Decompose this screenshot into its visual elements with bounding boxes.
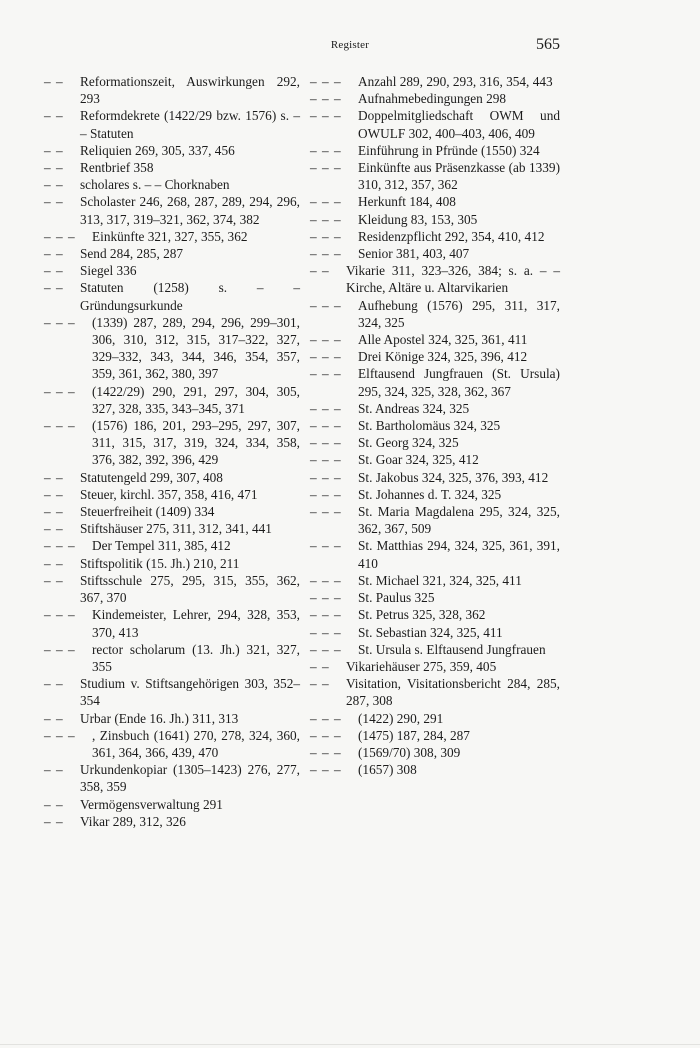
index-entry: [310, 710, 560, 727]
index-entry-dashes: – –: [44, 142, 64, 158]
index-entry: [44, 813, 300, 830]
index-entry-text: Statuten (1258) s. – – Gründungsurkunde: [80, 280, 300, 313]
index-entry-text: scholares s. – – Chorknaben: [80, 177, 230, 193]
index-entry-text: St. Jakobus 324, 325, 376, 393, 412: [358, 469, 549, 485]
index-entry-text: Vermögensverwaltung 291: [80, 796, 223, 812]
index-entry-text: Reformationszeit, Auswirkungen 292, 293: [80, 74, 300, 107]
index-entry-text: Einführung in Pfründe (1550) 324: [358, 142, 540, 158]
index-entry-text: Elftausend Jungfrauen (St. Ursula) 295, 324, 325, 328, 362, 367: [358, 366, 560, 399]
index-entry-dashes: – – –: [310, 486, 342, 502]
index-entry: [44, 142, 300, 159]
index-entry-dashes: – – –: [310, 710, 342, 726]
index-entry-text: Rentbrief 358: [80, 160, 154, 176]
index-entry: [44, 520, 300, 537]
index-entry: [310, 572, 560, 589]
index-entry: [310, 348, 560, 365]
index-entry: [310, 727, 560, 744]
index-entry-dashes: – – –: [310, 160, 342, 176]
index-entry-text: St. Ursula s. Elftausend Jungfrauen: [358, 641, 546, 657]
index-entry-text: Kindemeister, Lehrer, 294, 328, 353, 370, 413: [92, 607, 300, 640]
index-entry-text: St. Matthias 294, 324, 325, 361, 391, 410: [358, 538, 560, 571]
index-entry-text: (1422) 290, 291: [358, 710, 444, 726]
index-entry: [44, 383, 300, 417]
index-entry: [310, 469, 560, 486]
index-entry-dashes: – –: [44, 246, 64, 262]
index-entry: [44, 159, 300, 176]
index-entry-text: Studium v. Stiftsangehörigen 303, 352–354: [80, 676, 300, 709]
index-entry: [44, 675, 300, 709]
index-entry: [310, 107, 560, 141]
index-entry-dashes: – – –: [310, 762, 342, 778]
index-entry: [44, 469, 300, 486]
index-entry-dashes: – – –: [310, 538, 342, 554]
index-entry: [310, 142, 560, 159]
index-entry-text: Der Tempel 311, 385, 412: [92, 538, 231, 554]
index-entry-dashes: – – –: [310, 228, 342, 244]
index-entry-text: Aufhebung (1576) 295, 311, 317, 324, 325: [358, 297, 560, 330]
index-entry-dashes: – –: [310, 676, 330, 692]
index-entry-text: Scholaster 246, 268, 287, 289, 294, 296, 313, 317, 319–321, 362, 374, 382: [80, 194, 300, 227]
index-entry-text: Vikar 289, 312, 326: [80, 813, 186, 829]
index-entry-dashes: – – –: [310, 727, 342, 743]
index-entry-dashes: – – –: [310, 211, 342, 227]
index-entry-dashes: – – –: [310, 744, 342, 760]
index-entry-text: (1422/29) 290, 291, 297, 304, 305, 327, 328, 335, 343–345, 371: [92, 383, 300, 416]
index-entry-dashes: – –: [44, 108, 64, 124]
index-entry: [44, 193, 300, 227]
index-entry-text: St. Maria Magdalena 295, 324, 325, 362, 367, 509: [358, 504, 560, 537]
index-entry-text: (1657) 308: [358, 762, 417, 778]
index-entry-dashes: – –: [44, 280, 64, 296]
index-entry: [44, 279, 300, 313]
index-entry-text: Statutengeld 299, 307, 408: [80, 469, 223, 485]
index-entry-text: Reformdekrete (1422/29 bzw. 1576) s. – – Statuten: [80, 108, 300, 141]
index-entry-text: Anzahl 289, 290, 293, 316, 354, 443: [358, 74, 553, 89]
index-column-left: [44, 73, 300, 830]
index-entry-text: (1339) 287, 289, 294, 296, 299–301, 306, 310, 312, 315, 317–322, 327, 329–332, 343, 344, 346, 354, 357, 359, 361, 362, 380, 397: [92, 314, 300, 382]
index-entry-dashes: – –: [44, 486, 64, 502]
index-entry-text: rector scholarum (13. Jh.) 321, 327, 355: [92, 641, 300, 674]
index-entry-dashes: – –: [44, 521, 64, 537]
index-entry-text: Steuerfreiheit (1409) 334: [80, 504, 215, 520]
index-entry-dashes: – – –: [310, 142, 342, 158]
index-entry-text: Kleidung 83, 153, 305: [358, 211, 478, 227]
index-entry-text: Senior 381, 403, 407: [358, 246, 470, 262]
index-entry-text: , Zinsbuch (1641) 270, 278, 324, 360, 361, 364, 366, 439, 470: [92, 727, 300, 760]
index-entry-dashes: – –: [44, 676, 64, 692]
index-entry-dashes: – –: [44, 194, 64, 210]
index-entry: [44, 262, 300, 279]
index-entry-dashes: – –: [44, 762, 64, 778]
index-entry-dashes: – – –: [44, 314, 76, 330]
index-entry: [310, 159, 560, 193]
index-entry-dashes: – –: [44, 469, 64, 485]
index-entry: [310, 589, 560, 606]
index-entry-text: Siegel 336: [80, 263, 137, 279]
index-entry-dashes: – – –: [310, 194, 342, 210]
index-entry-dashes: – – –: [44, 418, 76, 434]
index-entry: [44, 641, 300, 675]
index-entry-text: Send 284, 285, 287: [80, 246, 184, 262]
index-entry-text: Urbar (Ende 16. Jh.) 311, 313: [80, 710, 239, 726]
index-entry: [310, 434, 560, 451]
index-entry-text: Visitation, Visitationsbericht 284, 285, 287, 308: [346, 676, 560, 709]
index-entry: [44, 710, 300, 727]
index-entry: [310, 624, 560, 641]
index-entry-dashes: – –: [44, 813, 64, 829]
index-entry: [44, 176, 300, 193]
index-entry-dashes: – – –: [310, 349, 342, 365]
index-entry: [44, 555, 300, 572]
index-entry-dashes: – – –: [310, 435, 342, 451]
index-entry: [310, 537, 560, 571]
index-entry: [310, 193, 560, 210]
index-entry-dashes: – – –: [310, 332, 342, 348]
index-entry: [44, 796, 300, 813]
index-entry: [310, 211, 560, 228]
index-entry-text: St. Petrus 325, 328, 362: [358, 607, 486, 623]
index-entry-text: Reliquien 269, 305, 337, 456: [80, 142, 235, 158]
index-entry: [310, 761, 560, 778]
index-entry: [310, 73, 560, 90]
index-entry-dashes: – – –: [310, 297, 342, 313]
index-entry: [310, 417, 560, 434]
index-entry: [310, 245, 560, 262]
index-entry-text: Urkundenkopiar (1305–1423) 276, 277, 358, 359: [80, 762, 300, 795]
index-entry-text: St. Paulus 325: [358, 590, 435, 606]
index-entry-text: Doppelmitgliedschaft OWM und OWULF 302, 400–403, 406, 409: [358, 108, 560, 141]
index-entry-dashes: – – –: [44, 538, 76, 554]
index-entry-dashes: – – –: [310, 452, 342, 468]
index-entry: [310, 90, 560, 107]
index-entry-dashes: – – –: [310, 400, 342, 416]
page-number: 565: [536, 36, 560, 53]
index-entry-dashes: – – –: [44, 383, 76, 399]
index-entry: [310, 641, 560, 658]
page-bottom-edge: [0, 1044, 700, 1045]
index-entry-text: St. Goar 324, 325, 412: [358, 452, 479, 468]
index-entry: [44, 727, 300, 761]
index-entry-dashes: – – –: [310, 624, 342, 640]
index-entry: [44, 73, 300, 107]
index-entry-text: Vikariehäuser 275, 359, 405: [346, 658, 497, 674]
index-entry: [310, 331, 560, 348]
index-entry-text: Aufnahmebedingungen 298: [358, 91, 507, 107]
index-entry-text: St. Johannes d. T. 324, 325: [358, 486, 502, 502]
index-entry-text: (1576) 186, 201, 293–295, 297, 307, 311, 315, 317, 319, 324, 334, 358, 376, 382, 392, 396, 429: [92, 418, 300, 468]
index-entry-dashes: – – –: [310, 91, 342, 107]
index-entry: [44, 314, 300, 383]
index-entry-text: Alle Apostel 324, 325, 361, 411: [358, 332, 528, 348]
index-entry-text: St. Georg 324, 325: [358, 435, 459, 451]
index-entry-dashes: – –: [44, 572, 64, 588]
index-entry-text: St. Michael 321, 324, 325, 411: [358, 572, 522, 588]
index-entry-text: Residenzpflicht 292, 354, 410, 412: [358, 228, 545, 244]
index-entry-dashes: – – –: [310, 504, 342, 520]
index-entry-dashes: – – –: [44, 727, 76, 743]
index-entry: [310, 486, 560, 503]
index-entry-text: St. Bartholomäus 324, 325: [358, 418, 501, 434]
index-entry-dashes: – – –: [310, 418, 342, 434]
running-header-title: Register: [330, 39, 370, 51]
index-entry: [310, 400, 560, 417]
index-entry: [44, 572, 300, 606]
index-entry: [44, 606, 300, 640]
index-entry: [44, 761, 300, 795]
index-entry-dashes: – – –: [310, 572, 342, 588]
index-entry-text: Steuer, kirchl. 357, 358, 416, 471: [80, 486, 258, 502]
index-entry-dashes: – – –: [44, 228, 76, 244]
index-entry-dashes: – – –: [44, 607, 76, 623]
index-entry: [310, 365, 560, 399]
index-entry-dashes: – – –: [310, 246, 342, 262]
index-entry: [310, 451, 560, 468]
index-entry: [310, 228, 560, 245]
index-entry-dashes: – – –: [310, 641, 342, 657]
index-entry: [44, 537, 300, 554]
index-entry-dashes: – –: [310, 658, 330, 674]
index-entry: [310, 675, 560, 709]
index-entry-text: Stiftspolitik (15. Jh.) 210, 211: [80, 555, 240, 571]
index-entry-text: Einkünfte aus Präsenzkasse (ab 1339) 310, 312, 357, 362: [358, 160, 560, 193]
index-entry-text: (1569/70) 308, 309: [358, 744, 461, 760]
index-entry-dashes: – –: [310, 263, 330, 279]
index-entry-dashes: – –: [44, 796, 64, 812]
index-entry-text: Drei Könige 324, 325, 396, 412: [358, 349, 528, 365]
index-entry: [44, 486, 300, 503]
index-entry-text: Einkünfte 321, 327, 355, 362: [92, 228, 248, 244]
index-entry: [310, 262, 560, 296]
index-entry-dashes: – – –: [310, 74, 342, 89]
index-entry-dashes: – –: [44, 710, 64, 726]
index-entry: [310, 297, 560, 331]
index-entry-text: Stiftsschule 275, 295, 315, 355, 362, 367, 370: [80, 572, 300, 606]
index-entry: [44, 417, 300, 469]
index-entry: [44, 228, 300, 245]
index-column-right: [310, 73, 560, 778]
index-entry-text: St. Andreas 324, 325: [358, 400, 470, 416]
index-entry-text: St. Sebastian 324, 325, 411: [358, 624, 503, 640]
index-entry-text: Vikarie 311, 323–326, 384; s. a. – – Kirche, Altäre u. Altarvikarien: [346, 263, 560, 296]
index-entry-dashes: – –: [44, 160, 64, 176]
index-entry: [310, 658, 560, 675]
index-entry-dashes: – – –: [310, 607, 342, 623]
index-entry: [44, 107, 300, 141]
index-entry: [44, 503, 300, 520]
index-entry: [310, 503, 560, 537]
index-entry: [44, 245, 300, 262]
index-entry: [310, 744, 560, 761]
index-entry-dashes: – – –: [310, 108, 342, 124]
index-entry-dashes: – – –: [310, 590, 342, 606]
index-entry-text: Stiftshäuser 275, 311, 312, 341, 441: [80, 521, 272, 537]
index-entry-dashes: – –: [44, 74, 64, 89]
index-entry-dashes: – – –: [310, 469, 342, 485]
index-entry-dashes: – –: [44, 177, 64, 193]
index-entry-text: Herkunft 184, 408: [358, 194, 456, 210]
index-entry-dashes: – – –: [44, 641, 76, 657]
index-entry-dashes: – – –: [310, 366, 342, 382]
index-entry-dashes: – –: [44, 504, 64, 520]
index-entry-text: (1475) 187, 284, 287: [358, 727, 470, 743]
index-entry-dashes: – –: [44, 555, 64, 571]
index-entry-dashes: – –: [44, 263, 64, 279]
index-entry: [310, 606, 560, 623]
